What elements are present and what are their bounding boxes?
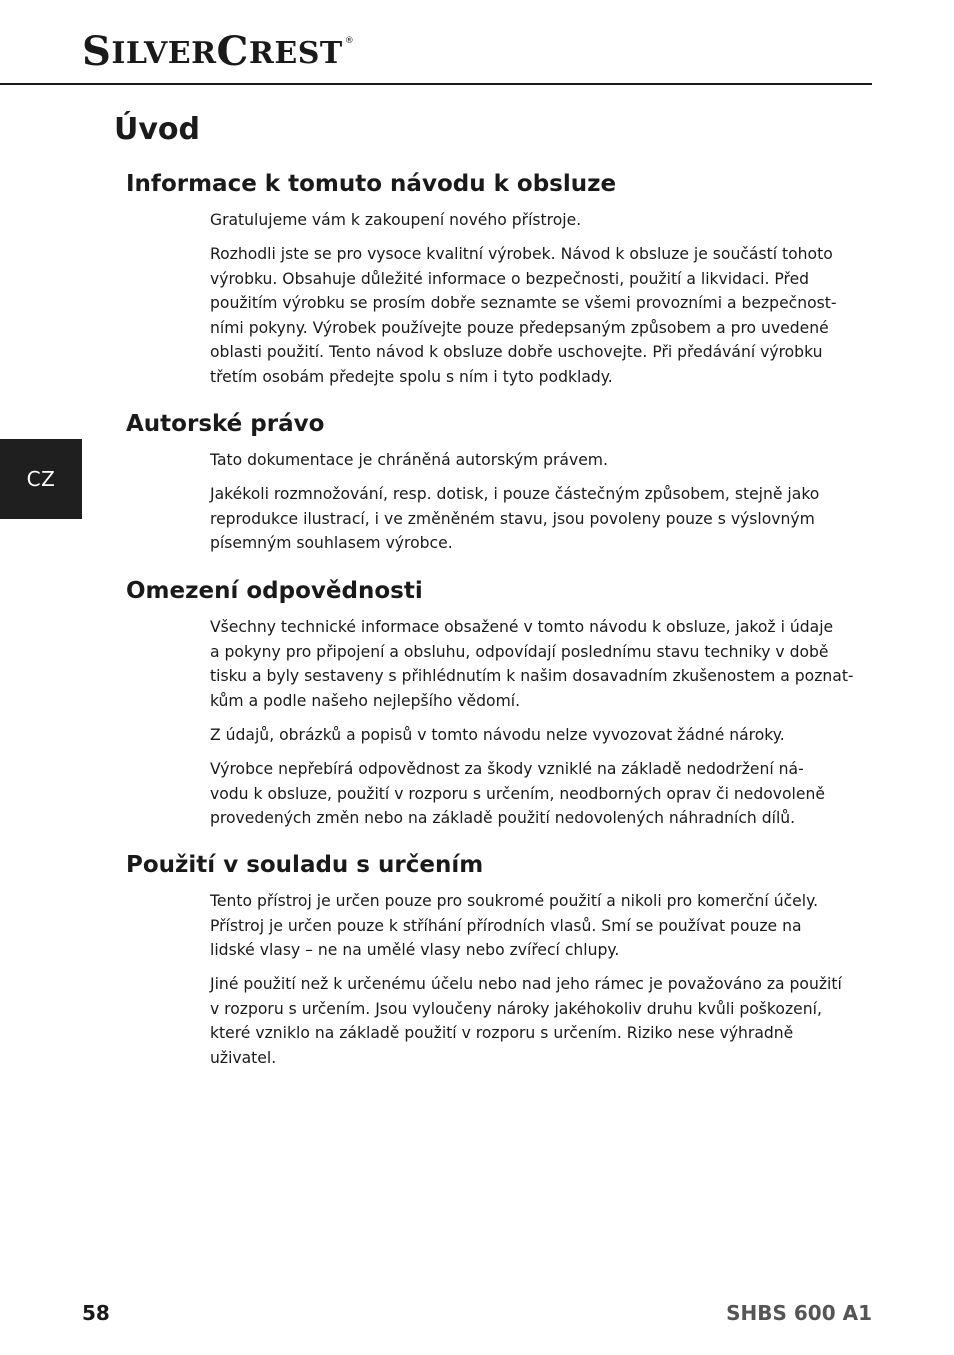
text-line: lidské vlasy – ne na umělé vlasy nebo zvířecí chlupy. [210, 941, 620, 960]
text-line: výrobku. Obsahuje důležité informace o bezpečnosti, použití a likvidaci. Před [210, 269, 810, 288]
text-line: Gratulujeme vám k zakoupení nového přístroje. [210, 211, 582, 229]
text-line: v rozporu s určením. Jsou vyloučeny nároky jakéhokoliv druhu kvůli poškození, [210, 999, 822, 1018]
text-line: a pokyny pro připojení a obsluhu, odpovídají poslednímu stavu techniky v době [210, 642, 829, 661]
registered-mark: ® [344, 36, 355, 46]
text-line: Z údajů, obrázků a popisů v tomto návodu nelze vyvozovat žádné nároky. [210, 726, 785, 744]
language-tab: CZ [0, 439, 82, 519]
text-line: tisku a byly sestaveny s přihlédnutím k našim dosavadním zkušenostem a poznat- [210, 667, 854, 686]
section-heading: Omezení odpovědnosti [126, 578, 423, 604]
text-line: provedených změn nebo na základě použití nedovolených náhradních dílů. [210, 809, 796, 828]
brand-logo [82, 30, 354, 74]
logo-text-ilver: ILVER [111, 36, 217, 71]
paragraph [210, 242, 850, 390]
text-line: uživatel. [210, 1048, 277, 1067]
paragraph [210, 208, 850, 233]
paragraph [210, 972, 850, 1070]
text-line: vodu k obsluze, použití v rozporu s určením, neodborných oprav či nedovoleně [210, 784, 825, 803]
paragraph [210, 448, 850, 473]
text-line: Přístroj je určen pouze k stříhání přírodních vlasů. Smí se používat pouze na [210, 916, 802, 935]
text-line: kům a podle našeho nejlepšího vědomí. [210, 691, 521, 710]
text-line: Tento přístroj je určen pouze pro soukromé použití a nikoli pro komerční účely. [210, 892, 819, 910]
text-line: které vzniklo na základě použití v rozporu s určením. Riziko nese výhradně [210, 1024, 794, 1043]
header-divider [0, 83, 872, 85]
text-line: Výrobce nepřebírá odpovědnost za škody vzniklé na základě nedodržení ná- [210, 760, 804, 778]
page-title: Úvod [114, 112, 201, 147]
paragraph [210, 615, 854, 713]
paragraph [210, 757, 850, 831]
paragraph [210, 889, 850, 963]
text-line: ními pokyny. Výrobek používejte pouze předepsaným způsobem a pro uvedené [210, 318, 829, 337]
text-line: oblasti použití. Tento návod k obsluze dobře uschovejte. Při předávání výrobku [210, 343, 823, 362]
text-line: Jakékoli rozmnožování, resp. dotisk, i pouze částečným způsobem, stejně jako [210, 485, 820, 503]
text-line: písemným souhlasem výrobce. [210, 534, 453, 553]
logo-letter-s: S [82, 28, 112, 75]
text-line: Rozhodli jste se pro vysoce kvalitní výrobek. Návod k obsluze je součástí tohoto [210, 245, 833, 263]
text-line: třetím osobám předejte spolu s ním i tyto podklady. [210, 367, 613, 386]
text-line: Jiné použití než k určenému účelu nebo nad jeho rámec je považováno za použití [210, 975, 842, 993]
text-line: reprodukce ilustrací, i ve změněném stavu, jsou povoleny pouze s výslovným [210, 509, 815, 528]
section-heading: Informace k tomuto návodu k obsluze [126, 171, 617, 197]
text-line: Tato dokumentace je chráněná autorským právem. [210, 451, 608, 469]
page-number: 58 [82, 1301, 110, 1325]
text-line: použitím výrobku se prosím dobře seznamte se všemi provozními a bezpečnost- [210, 294, 837, 313]
section-heading: Autorské právo [126, 411, 325, 437]
model-number: SHBS 600 A1 [726, 1301, 872, 1325]
paragraph [210, 723, 850, 748]
paragraph [210, 482, 850, 556]
section-heading: Použití v souladu s určením [126, 852, 484, 878]
text-line: Všechny technické informace obsažené v tomto návodu k obsluze, jakož i údaje [210, 618, 834, 636]
logo-letter-c: C [216, 28, 249, 75]
logo-text-rest: REST [248, 36, 343, 71]
